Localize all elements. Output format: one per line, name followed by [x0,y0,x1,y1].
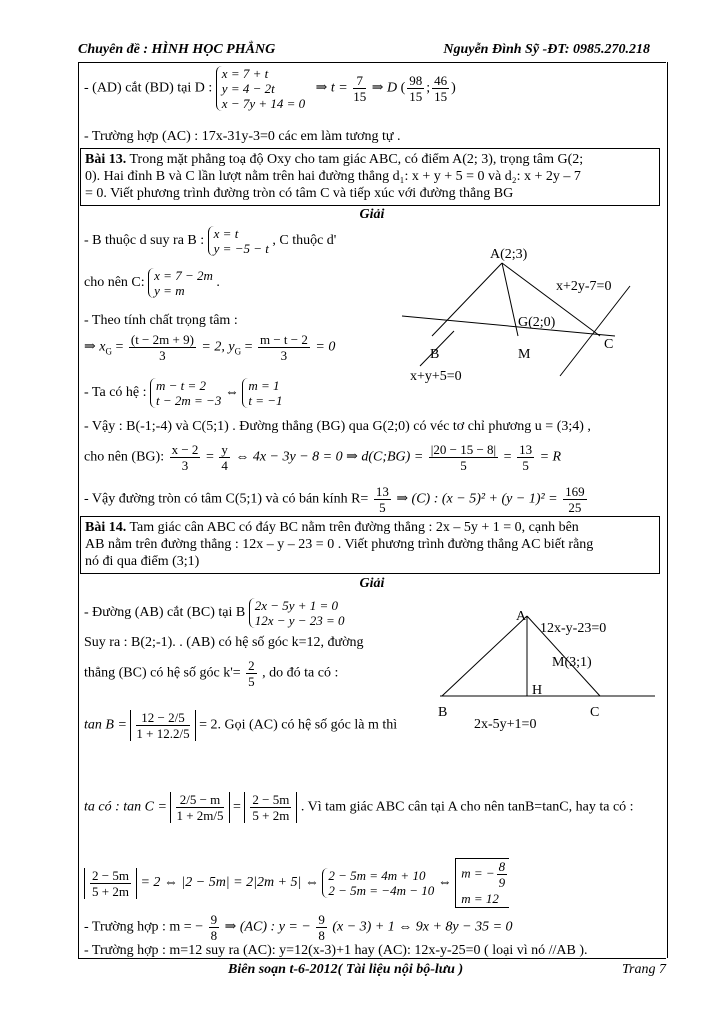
b14-line-3: thẳng (BC) có hệ số góc k'= $\frac{2}{5}$ , do đó ta có : [84,658,339,689]
side-ab [432,263,502,336]
prev-case-ac: - Trường hợp (AC) : 17x-31y-3=0 các em làm tương tự . [84,129,401,144]
b13-line-7: cho nên (BG): $\frac{x - 2}{3}$ = $\frac{y}{4}$ ⇔ 4x − 3y − 8 = 0 ⇒ d(C;BG) = $\frac{|20 - 15 - 8|}{5}$ = $\frac{13}{5}$ = R [84,442,562,473]
b13-line-8: - Vậy đường tròn có tâm C(5;1) và có bán kính R= $\frac{13}{5}$ ⇒ (C) : (x − 5)² + (y − 1)² = $\frac{169}{25}$ [84,484,585,515]
line-d2 [560,286,630,376]
exercise-13-figure [390,236,650,406]
exercise-13-box: Bài 13. Trong mặt phẳng toạ độ Oxy cho tam giác ABC, có điểm A(2; 3), trọng tâm G(2; 0). Hai đỉnh B và C lần lượt nằm trên hai đường thẳng d₁: x + y + 5 = 0 và d₂: x + 2y – 7 = 0. Viết phương trình đường tròn có tâm C và tiếp xúc với đường thẳng BG [80,148,660,206]
b13-line-5: - Ta có hệ : m − t = 2 t − 2m = −3 ⇔ m = 1 t = −1 [84,378,283,408]
label-b: B [430,347,440,362]
label-a: A [516,609,527,624]
page-number: Trang 7 [622,962,666,977]
page-header [78,40,650,62]
b14-line-7: - Trường hợp : m = − $\frac{9}{8}$ ⇒ (AC) : y = − $\frac{9}{8}$ (x − 3) + 1 ⇔ 9x + 8y − 35 = 0 [84,912,513,943]
label-a: A(2;3) [490,247,528,262]
side-ab [442,616,527,696]
exercise-14-figure [430,604,660,744]
line-bc [402,316,615,336]
label-c: C [604,337,614,352]
b14-line-1: - Đường (AB) cắt (BC) tại B 2x − 5y + 1 = 0 12x − y − 23 = 0 [84,598,345,628]
header-author: Nguyễn Đình Sỹ -ĐT: 0985.270.218 [443,42,650,57]
label-ab-eq: 12x-y-23=0 [540,621,607,636]
label-m: M(3;1) [552,655,592,670]
label-g: G(2;0) [518,315,556,330]
exercise-14-solution-title: Giải [359,576,385,591]
header-topic: Chuyên đề : HÌNH HỌC PHẲNG [78,42,276,57]
b14-line-6: $\frac{2 - 5m}{5 + 2m}$ = 2 ⇔ |2 − 5m| = 2|2m + 5| ⇔ 2 − 5m = 4m + 10 2 − 5m = −4m − 10 ⇔ m = − $\frac{8}{9}$ m = 12 [84,858,509,908]
b14-line-8: - Trường hợp : m=12 suy ra (AC): y=12(x-3)+1 hay (AC): 12x-y-25=0 ( loại vì nó //AB ). [84,943,588,958]
prev-system: x = 7 + t y = 4 − 2t x − 7y + 14 = 0 [216,66,305,111]
label-c: C [590,705,600,720]
b14-line-5: ta có : tan C = $\frac{2/5 - m}{1 + 2m/5}$ = $\frac{2 - 5m}{5 + 2m}$ . Vì tam giác ABC cân tại A cho nên tanB=tanC, hay ta có : [84,792,634,823]
b13-line-3: - Theo tính chất trọng tâm : [84,313,238,328]
exercise-13-solution-title: Giải [359,207,385,222]
b13-line-2: cho nên C: x = 7 − 2m y = m . [84,268,220,298]
label-m: M [518,347,531,362]
label-bc-eq: 2x-5y+1=0 [474,717,537,732]
label-h: H [532,683,543,698]
b14-line-2: Suy ra : B(2;-1). . (AB) có hệ số góc k=12, đường [84,635,364,650]
b13-line-6: - Vậy : B(-1;-4) và C(5;1) . Đường thẳng (BG) qua G(2;0) có véc tơ chỉ phương u = (3;4) , [84,419,591,434]
label-d2: x+2y-7=0 [556,279,612,294]
footer-note: Biên soạn t-6-2012( Tài liệu nội bộ-lưu ) [228,962,464,977]
prev-ad-line: - (AD) cắt (BD) tại D : x = 7 + t y = 4 − 2t x − 7y + 14 = 0 ⇒ t = $\frac{7}{15}$ ⇒ D ( $\frac{98}{15}$ ; $\frac{46}{15}$ ) [84,66,456,111]
b13-line-1: - B thuộc d suy ra B : x = t y = −5 − t , C thuộc d' [84,226,337,256]
footer-rule [78,958,666,959]
median-am [502,263,518,336]
label-d1: x+y+5=0 [410,369,462,384]
exercise-14-box: Bài 14. Tam giác cân ABC có đáy BC nằm trên đường thẳng : 2x – 5y + 1 = 0, cạnh bên AB nằm trên đường thẳng : 12x – y – 23 = 0 . Viết phương trình đường thẳng AC biết rằng nó đi qua điểm (3;1) [80,516,660,574]
b13-line-4: ⇒ $x_G$ = $\frac{(t - 2m + 9)}{3}$ = 2, $y_G$ = $\frac{m - t - 2}{3}$ = 0 [84,332,336,363]
label-b: B [438,705,448,720]
b14-line-4: tan B = $\frac{12 - 2/5}{1 + 12.2/5}$ = 2. Gọi (AC) có hệ số góc là m thì [84,710,398,741]
